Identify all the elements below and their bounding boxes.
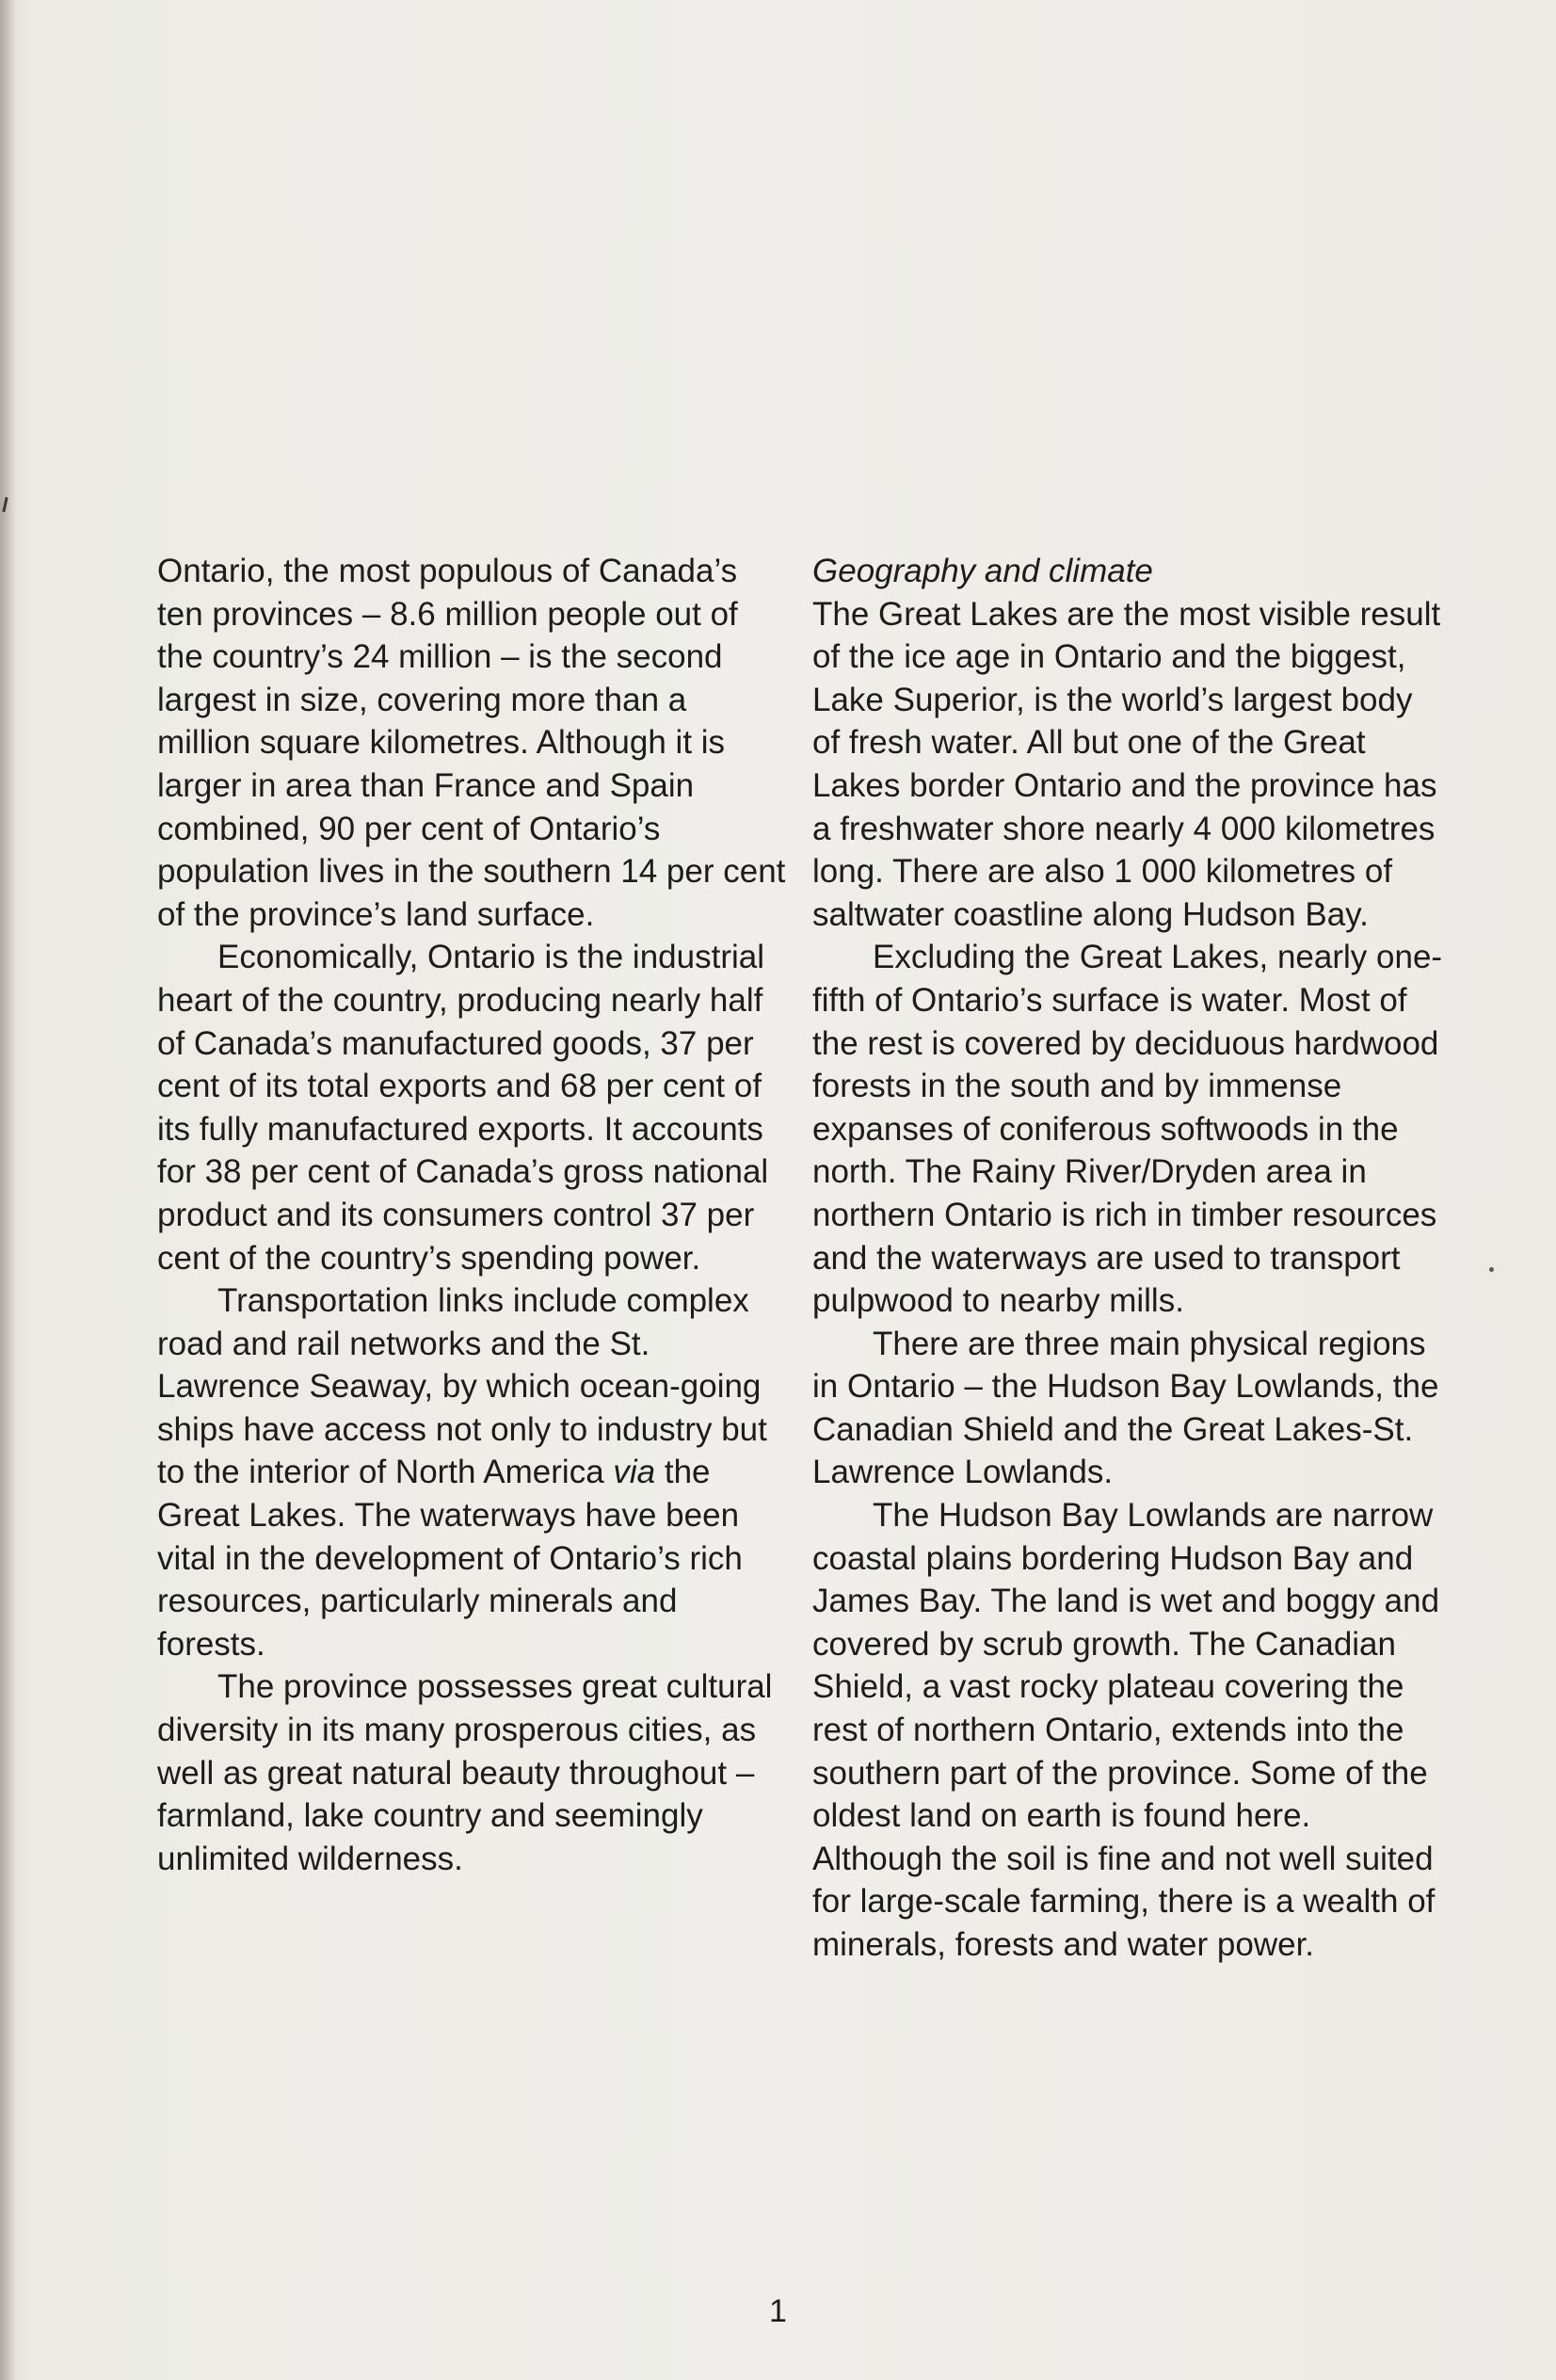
transportation-text-b: the Great Lakes. The waterways have been vital in the development of Ontario’s rich resources, particularly minerals and forests. xyxy=(157,1454,743,1663)
great-lakes-paragraph: The Great Lakes are the most visible result of the ice age in Ontario and the biggest, Lake Superior, is the world’s largest body of fresh water. All but one of the Great Lakes border Ontario and the province has a freshwater shore nearly 4 000 kilometres long. There are also 1 000 kilometres of saltwater coastline along Hudson Bay. xyxy=(812,595,1441,933)
transportation-paragraph xyxy=(157,1279,788,1665)
regions-paragraph: There are three main physical regions in Ontario – the Hudson Bay Lowlands, the Canadian Shield and the Great Lakes-St. Lawrence Lowlands. xyxy=(812,1325,1439,1491)
page-number: 1 xyxy=(769,2293,787,2329)
lowlands-shield-paragraph: The Hudson Bay Lowlands are narrow coastal plains bordering Hudson Bay and James Bay. The land is wet and boggy and covered by scrub growth. The Canadian Shield, a vast rocky plateau covering the rest of northern Ontario, extends into the southern part of the province. Some of the oldest land on earth is found here. Although the soil is fine and not well suited for large-scale farming, there is a wealth of minerals, forests and water power. xyxy=(812,1497,1440,1963)
culture-paragraph: The province possesses great cultural diversity in its many prosperous cities, as well as great natural beauty throughout – farmland, lake country and seemingly unlimited wilderness. xyxy=(157,1668,773,1877)
spine-shadow xyxy=(0,0,17,2380)
transportation-text-a: Transportation links include complex road and rail networks and the St. Lawrence Seaway, by which ocean-going ships have access not only to industry but to the interior of North America xyxy=(157,1282,767,1491)
water-forests-paragraph: Excluding the Great Lakes, nearly one-fifth of Ontario’s surface is water. Most of the rest is covered by deciduous hardwood forests in the south and by immense expanses of coniferous softwoods in the north. The Rainy River/Dryden area in northern Ontario is rich in timber resources and the waterways are used to transport pulpwood to nearby mills. xyxy=(812,939,1443,1320)
right-column xyxy=(812,550,1448,1967)
section-heading: Geography and climate xyxy=(812,553,1153,589)
economy-paragraph: Economically, Ontario is the industrial heart of the country, producing nearly half of Canada’s manufactured goods, 37 per cent of its total exports and 68 per cent of its fully manufactured exports. It accounts for 38 per cent of Canada’s gross national product and its consumers control 37 per cent of the country’s spending power. xyxy=(157,939,769,1277)
via-italic: via xyxy=(613,1454,656,1491)
dust-speck xyxy=(1489,1267,1494,1272)
left-column xyxy=(157,550,788,1880)
intro-paragraph: Ontario, the most populous of Canada’s ten provinces – 8.6 million people out of the country’s 24 million – is the second largest in size, covering more than a million square kilometres. Although it is larger in area than France and Spain combined, 90 per cent of Ontario’s population lives in the southern 14 per cent of the province’s land surface. xyxy=(157,553,786,933)
